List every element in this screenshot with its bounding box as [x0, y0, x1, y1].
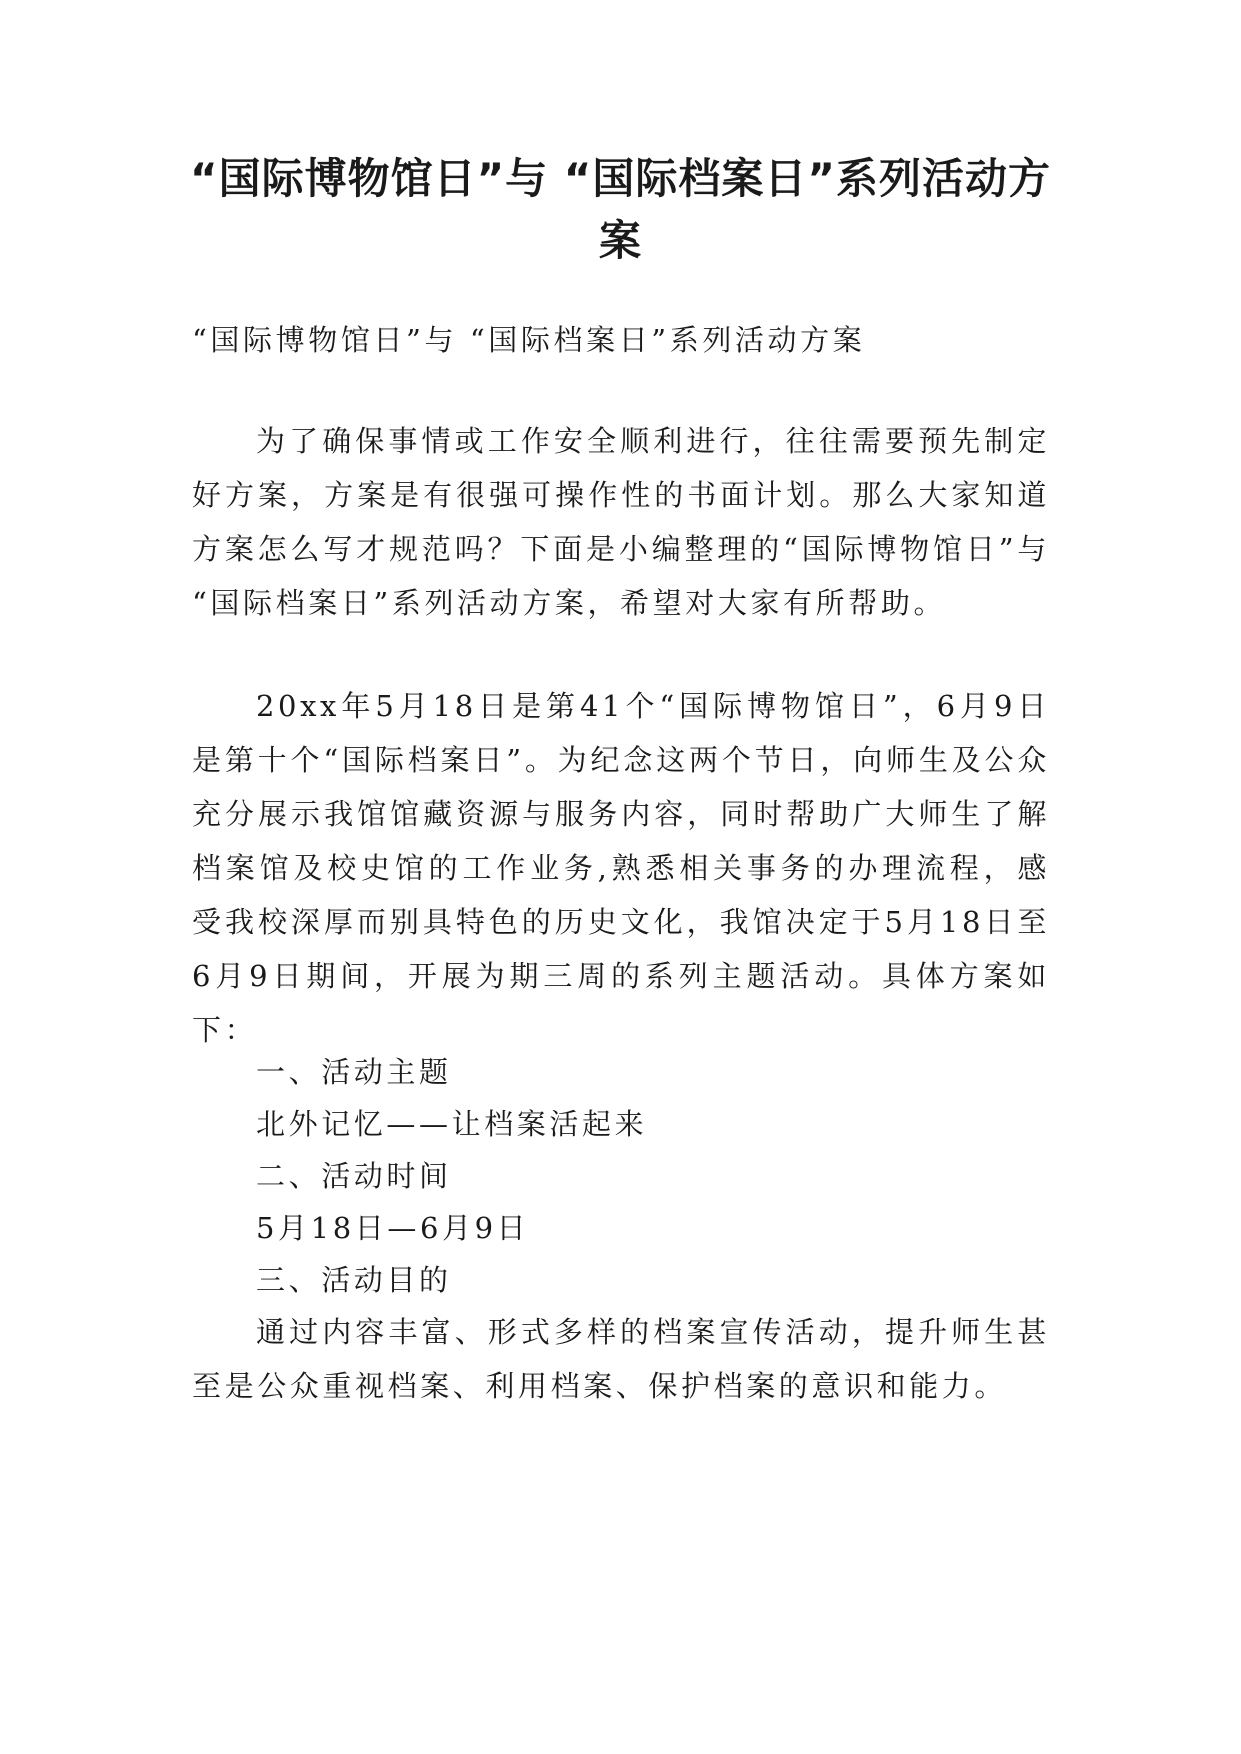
- section-content-theme: 北外记忆——让档案活起来: [256, 1107, 648, 1141]
- document-title: “国际博物馆日”与 “国际档案日”系列活动方案: [189, 154, 1052, 265]
- section-heading-time: 二、活动时间: [256, 1159, 452, 1193]
- document-subtitle: “国际博物馆日”与 “国际档案日”系列活动方案: [192, 323, 866, 357]
- section-content-time: 5月18日—6月9日: [256, 1211, 530, 1245]
- section-heading-purpose: 三、活动目的: [256, 1263, 452, 1297]
- section-content-purpose: 通过内容丰富、形式多样的档案宣传活动，提升师生甚至是公众重视档案、利用档案、保护档案的意识和能力。: [192, 1315, 1050, 1403]
- section-heading-theme: 一、活动主题: [256, 1055, 452, 1089]
- intro-paragraph: 为了确保事情或工作安全顺利进行，往往需要预先制定好方案，方案是有很强可操作性的书面计划。那么大家知道方案怎么写才规范吗？下面是小编整理的“国际博物馆日”与 “国际档案日”系列活动方案，希望对大家有所帮助。: [192, 424, 1050, 620]
- background-paragraph: 20xx年5月18日是第41个“国际博物馆日”，6月9日是第十个“国际档案日”。为纪念这两个节日，向师生及公众充分展示我馆馆藏资源与服务内容，同时帮助广大师生了解档案馆及校史馆的工作业务,熟悉相关事务的办理流程，感受我校深厚而别具特色的历史文化，我馆决定于5月18日至6月9日期间，开展为期三周的系列主题活动。具体方案如下：: [192, 689, 1050, 1047]
